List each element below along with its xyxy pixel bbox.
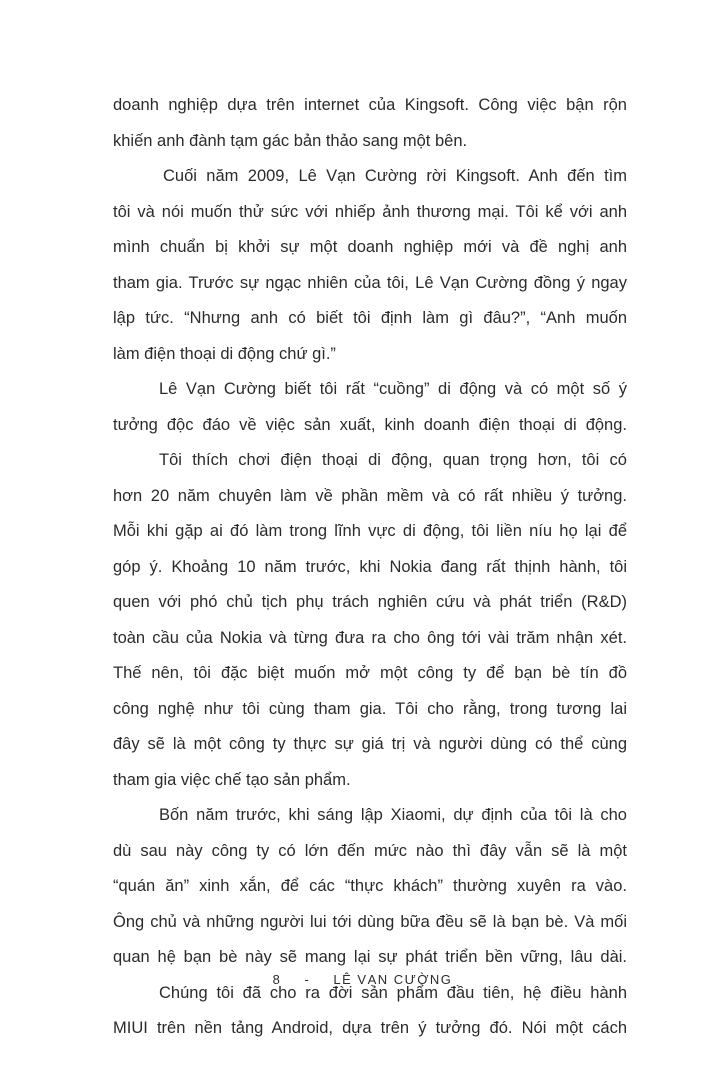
footer-separator: - — [304, 972, 311, 987]
text-line: Tôi thích chơi điện thoại di động, quan trọng hơn, tôi có — [159, 451, 627, 469]
text-line: “quán ăn” xinh xắn, để các “thực khách” thường xuyên ra vào. — [113, 877, 627, 895]
text-line: tưởng độc đáo về việc sản xuất, kinh doanh điện thoại di động. — [113, 415, 627, 434]
body-text — [113, 88, 627, 1047]
page-footer — [0, 970, 725, 990]
text-line: Bốn năm trước, khi sáng lập Xiaomi, dự định của tôi là cho — [159, 806, 627, 824]
page-number: 8 — [272, 972, 282, 987]
text-line: doanh nghiệp dựa trên internet của Kingsoft. Công việc bận rộn — [113, 96, 627, 114]
text-line: góp ý. Khoảng 10 năm trước, khi Nokia đang rất thịnh hành, tôi — [113, 557, 627, 576]
text-line: hơn 20 năm chuyên làm về phần mềm và có rất nhiều ý tưởng. — [113, 486, 627, 505]
text-line: Mỗi khi gặp ai đó làm trong lĩnh vực di động, tôi liền níu họ lại để — [113, 522, 627, 540]
text-line: tham gia. Trước sự ngạc nhiên của tôi, Lê Vạn Cường đồng ý ngay — [113, 273, 627, 292]
text-line: đây sẽ là một công ty thực sự giá trị và người dùng có thể cùng — [113, 735, 627, 753]
text-line: lập tức. “Nhưng anh có biết tôi định làm gì đâu?”, “Anh muốn — [113, 309, 627, 327]
text-line: Thế nên, tôi đặc biệt muốn mở một công ty để bạn bè tín đồ — [113, 664, 627, 682]
text-line: toàn cầu của Nokia và từng đưa ra cho ông tới vài trăm nhận xét. — [113, 628, 627, 647]
text-line: Lê Vạn Cường biết tôi rất “cuồng” di động và có một số ý — [159, 380, 627, 398]
text-line: mình chuẩn bị khởi sự một doanh nghiệp mới và đề nghị anh — [113, 238, 627, 256]
text-line: dù sau này công ty có lớn đến mức nào thì đây vẫn sẽ là một — [113, 841, 627, 860]
text-line: làm điện thoại di động chứ gì.” — [113, 344, 336, 363]
text-line: khiến anh đành tạm gác bản thảo sang một bên. — [113, 131, 468, 150]
text-line: quan hệ bạn bè này sẽ mang lại sự phát triển bền vững, lâu dài. — [113, 948, 627, 966]
text-line: Chúng tôi đã cho ra đời sản phẩm đầu tiên, hệ điều hành — [159, 983, 627, 1002]
text-line: tôi và nói muốn thử sức với nhiếp ảnh thương mại. Tôi kể với anh — [113, 202, 627, 221]
running-author: LÊ VẠN CƯỜNG — [333, 972, 453, 987]
text-line: Ông chủ và những người lui tới dùng bữa đều sẽ là bạn bè. Và mối — [113, 912, 627, 931]
text-line: Cuối năm 2009, Lê Vạn Cường rời Kingsoft. Anh đến tìm — [163, 167, 627, 185]
text-line: MIUI trên nền tảng Android, dựa trên ý tưởng đó. Nói một cách — [113, 1019, 627, 1037]
text-line: công nghệ như tôi cùng tham gia. Tôi cho rằng, trong tương lai — [113, 699, 627, 718]
text-line: tham gia việc chế tạo sản phẩm. — [113, 770, 351, 789]
text-line: quen với phó chủ tịch phụ trách nghiên cứu và phát triển (R&D) — [113, 593, 627, 611]
